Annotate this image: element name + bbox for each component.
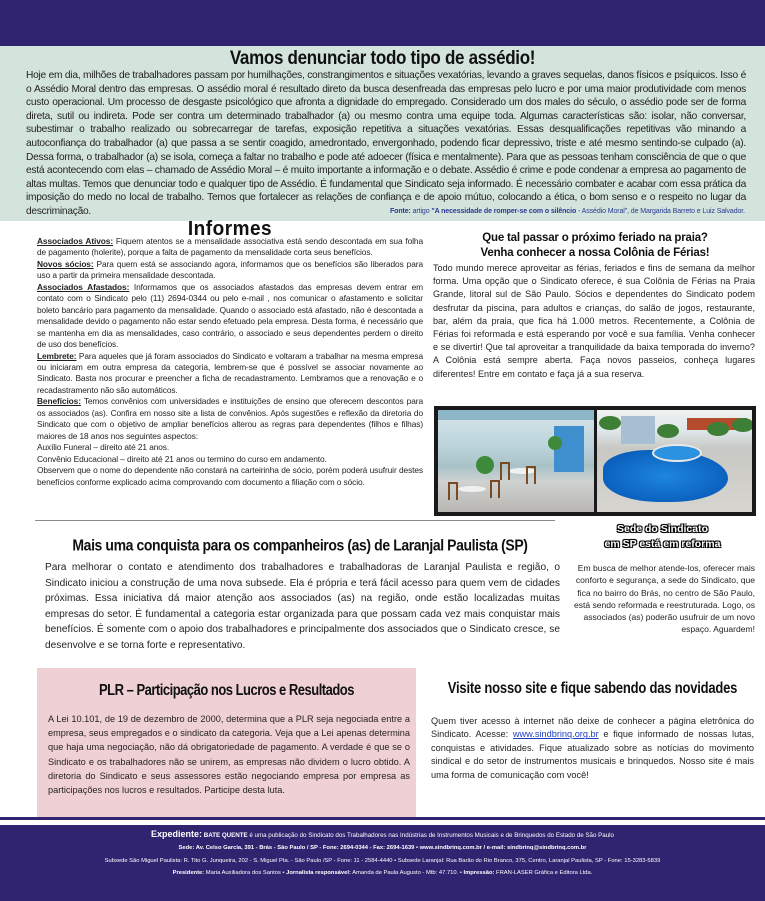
journalist-name: Amanda de Paula Augusto - Mtb: 47.710. • bbox=[350, 870, 464, 876]
chair bbox=[526, 466, 536, 484]
plant bbox=[548, 436, 562, 450]
source-post: - Assédio Moral", de Margarida Barreto e Luiz Salvador. bbox=[576, 208, 745, 215]
plr-title: PLR – Participação nos Lucros e Resultados bbox=[99, 680, 354, 699]
laranjal-title: Mais uma conquista para os companheiros (as) de Laranjal Paulista (SP) bbox=[72, 535, 528, 555]
palm-tree bbox=[707, 422, 729, 436]
president-name: Maria Auxiliadora dos Santos • bbox=[204, 870, 287, 876]
colonia-photos bbox=[434, 406, 756, 516]
plr-section bbox=[37, 668, 416, 818]
informe-text: Para aqueles que já foram associados do Sindicato e voltaram a trabalhar na mesma empresa ou iniciaram em outra empresa da categoria, lembrem-se que é possível se associar novamente ao Sindicato. Basta nos procurar e preencher a ficha de recadastramento. Lembramos que a renovação e o recadastramento não são automáticos. bbox=[37, 350, 423, 395]
informe-item bbox=[37, 236, 423, 259]
subsede-address: Subsede São Miguel Paulista: R. Tito G. Junqueira, 202 - S. Miguel Pta. - São Paulo /SP - Fone: 11 - 2584-4440 • Subsede Laranjal: Rua Barão do Rio Branco, 375, Centro, Laranjal Paulista, SP - Fone: 15-3283-5839 bbox=[104, 858, 661, 864]
president-label: Presidente: bbox=[172, 870, 205, 876]
sede-address: Sede: Av. Celso Garcia, 391 - Brás - São Paulo / SP - Fone: 2694-0344 - Fax: 2694-1639 • www.sindbrinq.com.br / e-mail: sindbrinq@sindbrinq.com.br bbox=[178, 845, 587, 851]
header-bar bbox=[0, 0, 765, 46]
print-name: FRAN-LASER Gráfica e Editora Ltda. bbox=[494, 870, 593, 876]
informe-item bbox=[37, 282, 423, 351]
assedio-section bbox=[0, 46, 765, 221]
source-label: Fonte: bbox=[389, 208, 411, 215]
site-title: Visite nosso site e fique sabendo das novidades bbox=[447, 678, 738, 697]
praia-title bbox=[425, 231, 765, 261]
palm-tree bbox=[657, 424, 679, 438]
assedio-body: Hoje em dia, milhões de trabalhadores passam por humilhações, constrangimentos e situações vexatórias, levando a graves sequelas, danos físicos e psíquicos. Isso é o Assédio Moral dentro das empresas. O assédio moral é resultado direto da busca desenfreada das empresas pelo lucro e por uma maior produtividade com menos custo operacional. Um processo de desgaste psicológico que afronta a dignidade do empregado. Considerado um dos males do século, o assédio pode ser de forma direta, sutil ou indireta. Pode ser contra um determinado trabalhador (a) ou mesmo contra uma equipe toda. Algumas características são: isolar, não conversar, subestimar o trabalho realizado ou sobrecarregar de tarefas, exposição repetitiva a situações vexatórias. Essas desqualificações repetitivas vão minando a autoconfiança do trabalhador (a) que passa a se sentir coagido, amedrontado, envergonhado, podendo ficar depressivo, triste e até mesmo sentindo-se culpado (a). Dessa forma, o trabalhador (a) se isola, começa a faltar no trabalho e pode até adoecer (física e mentalmente). Para que as pessoas tenham consciência de que o que está acontecendo com elas – chamado de Assédio Moral – é muito importante a informação e o debate. Assédio é crime e pode condenar a empresa ao pagamento de altas multas. Temos que denunciar todo e qualquer tipo de Assédio. É fundamental que Sindicato seja informado. É necessário combater e acabar com essa prática da imposição do medo no local de trabalho. Temos que fortalecer as relações de confiança e de apoio mútuo, colocando a ética, o bom senso e o respeito no lugar da descriminação. bbox=[26, 70, 746, 217]
informe-label: Associados Ativos: bbox=[37, 236, 113, 246]
sede-title-line2: em SP está em reforma bbox=[604, 538, 721, 550]
site-body-pre: Quem tiver acesso à internet não deixe de conhecer a página eletrônica do Sindicato. Acesse: bbox=[431, 716, 754, 740]
site-body-post: e fique informado de nossas lutas, conquistas e atividades. Fique atualizado sobre as notícias do movimento sindical e do setor de instrumentos musicais e brinquedos. Nosso site é mais uma forma de comunicação com você! bbox=[431, 729, 754, 780]
informe-label: Lembrete: bbox=[37, 350, 77, 361]
plr-body: A Lei 10.101, de 19 de dezembro de 2000, determina que a PLR seja negociada entre a empresa, seus empregados e o sindicato da categoria. Veja que a Lei apenas determina que haja uma negociação, não dá obrigatoriedade de pagamento. A verdade é que se o Sindicato e os trabalhadores não se unirem, as empresas não dividem o lucro obtido. A diretoria do Sindicato e seus assessores estão negociando empresa por empresa as participações nos lucros e resultados. Participe desta luta. bbox=[48, 714, 410, 796]
informes-title: Informes bbox=[187, 218, 273, 241]
divider bbox=[35, 520, 555, 521]
source-pre: artigo bbox=[410, 208, 432, 215]
house bbox=[621, 416, 655, 444]
informe-label: Benefícios: bbox=[37, 396, 81, 407]
praia-title-line1: Que tal passar o próximo feriado na praia? bbox=[482, 232, 708, 244]
sede-body: Em busca de melhor atende-los, oferecer mais conforto e segurança, a sede do Sindicato, que fica no bairro do Brás, no centro de São Paulo, está sendo reformada e reestruturada. Logo, os associados (as) poderão usufruir de um novo espaço. Aguardem! bbox=[573, 563, 755, 635]
informe-item bbox=[37, 396, 423, 442]
praia-title-line2: Venha conhecer a nossa Colônia de Férias! bbox=[480, 247, 710, 259]
assedio-source bbox=[390, 208, 745, 215]
footer bbox=[0, 825, 765, 901]
observem-text: Observem que o nome do dependente não constará na carteirinha de sócio, porém poderá usufruir destes benefícios conforme explicado acima comprovando com documento a filiação com o sócio. bbox=[37, 465, 423, 487]
publication-text: é uma publicação do Sindicato dos Trabalhadores nas Indústrias de Instrumentos Musicais e de Brinquedos do Estado de São Paulo bbox=[247, 832, 614, 839]
credits-line bbox=[0, 870, 765, 876]
informe-text: Para quem está se associando agora, informamos que os benefícios são liberados para uso a partir da primeira mensalidade descontada. bbox=[37, 258, 423, 281]
convenio-educacional: Convênio Educacional – direito até 21 anos ou termino do curso em andamento. bbox=[37, 453, 327, 464]
expediente-line bbox=[0, 829, 765, 839]
publication-name: BATE QUENTE bbox=[203, 832, 248, 839]
print-label: Impressão: bbox=[463, 870, 495, 876]
auxilio-funeral: Auxílio Funeral – direito até 21 anos. bbox=[37, 442, 170, 453]
palm-tree bbox=[599, 416, 621, 430]
praia-body: Todo mundo merece aproveitar as férias, feriados e fins de semana da melhor forma. Uma opção que o Sindicato oferece, é sua Colônia de Férias na Praia Grande, litoral sul de São Paulo. Sócios e dependentes do Sindicato podem desfrutar da piscina, para adultos e crianças, do salão de jogos, restaurante, bar, além da praia, que fica há 1.000 metros. Recentemente, a Colônia de Férias foi reformada e está esperando por você e sua família. Venha conhecer e se divertir! Que tal aproveitar a tranquilidade da baixa temporada do inverno? A Colônia está sempre aberta. Faça novos passeios, conheça lugares diferentes! Entre em contato e faça já a sua reserva. bbox=[433, 263, 755, 379]
informe-item bbox=[37, 259, 423, 282]
chair bbox=[490, 480, 500, 498]
informe-item bbox=[37, 351, 423, 397]
expediente-label: Expediente: bbox=[151, 829, 203, 839]
pool-photo bbox=[597, 410, 753, 512]
kids-pool bbox=[652, 444, 702, 462]
chair bbox=[448, 482, 458, 500]
footer-divider bbox=[0, 817, 765, 820]
sede-title bbox=[560, 522, 765, 552]
informe-text: Temos convênios com universidades e instituições de ensino que oferecem descontos para os associados (as). Confira em nosso site a lista de convênios. Após sugestões e reflexão da diretoria do Sindicato que com o objetivo de ampliar benefícios alterou as regras para dependentes (filhos e filhas) maiores de 18 anos nos seguintes aspectos: bbox=[37, 396, 423, 441]
source-title: "A necessidade de romper-se com o silêncio bbox=[431, 208, 577, 215]
assedio-title: Vamos denunciar todo tipo de assédio! bbox=[229, 46, 536, 69]
terrace-roof bbox=[438, 410, 594, 420]
site-body bbox=[431, 715, 754, 782]
journalist-label: Jornalista responsável: bbox=[286, 870, 351, 876]
informe-label: Novos sócios: bbox=[37, 258, 94, 269]
palm-tree bbox=[732, 418, 753, 432]
chair bbox=[500, 462, 510, 480]
table bbox=[458, 486, 486, 492]
plant bbox=[476, 456, 494, 474]
laranjal-body: Para melhorar o contato e atendimento dos trabalhadores e trabalhadoras de Laranjal Paulista e região, o Sindicato iniciou a construção de uma nova subsede. Ela é própria e terá fácil acesso para quem vem de cidades próximas. Essa iniciativa dá maior atenção aos associados (as) na região, onde estão localizadas muitas empresas do setor. É fundamental a categoria estar organizada para que possam cada vez mais conquistar mais benefícios. É somente com o apoio dos trabalhadores e principalmente dos associados que o Sindicato cresce, se desenvolve e se torna forte e representativo. bbox=[45, 562, 560, 651]
informe-label: Associados Afastados: bbox=[37, 281, 130, 292]
informe-text: Fiquem atentos se a mensalidade associativa está sendo descontada em sua folha de pagamento (holerite), porque a falta de pagamento da mensalidade corta seus benefícios. bbox=[37, 236, 423, 258]
terrace-photo bbox=[438, 410, 594, 512]
informe-text: Informamos que os associados afastados das empresas devem entrar em contato com o Sindicato pelo (11) 2694-0344 ou pelo e-mail , nos comunicar o afastamento e solicitar boleto bancário para pagamento da mensalidade. Quando o associado está afastado, não é descontada a mensalidade devido o pagamento não estar sendo efetuado pela empresa. Desta forma, é necessário que se mantenha em dia as mensalidades, caso contrário, o associado e seus dependentes perdem o direito de uso dos benefícios. bbox=[37, 281, 423, 350]
sede-title-line1: Sede do Sindicato bbox=[616, 523, 708, 535]
site-link[interactable]: www.sindbrinq.org.br bbox=[512, 729, 599, 740]
informes-body bbox=[37, 236, 423, 488]
